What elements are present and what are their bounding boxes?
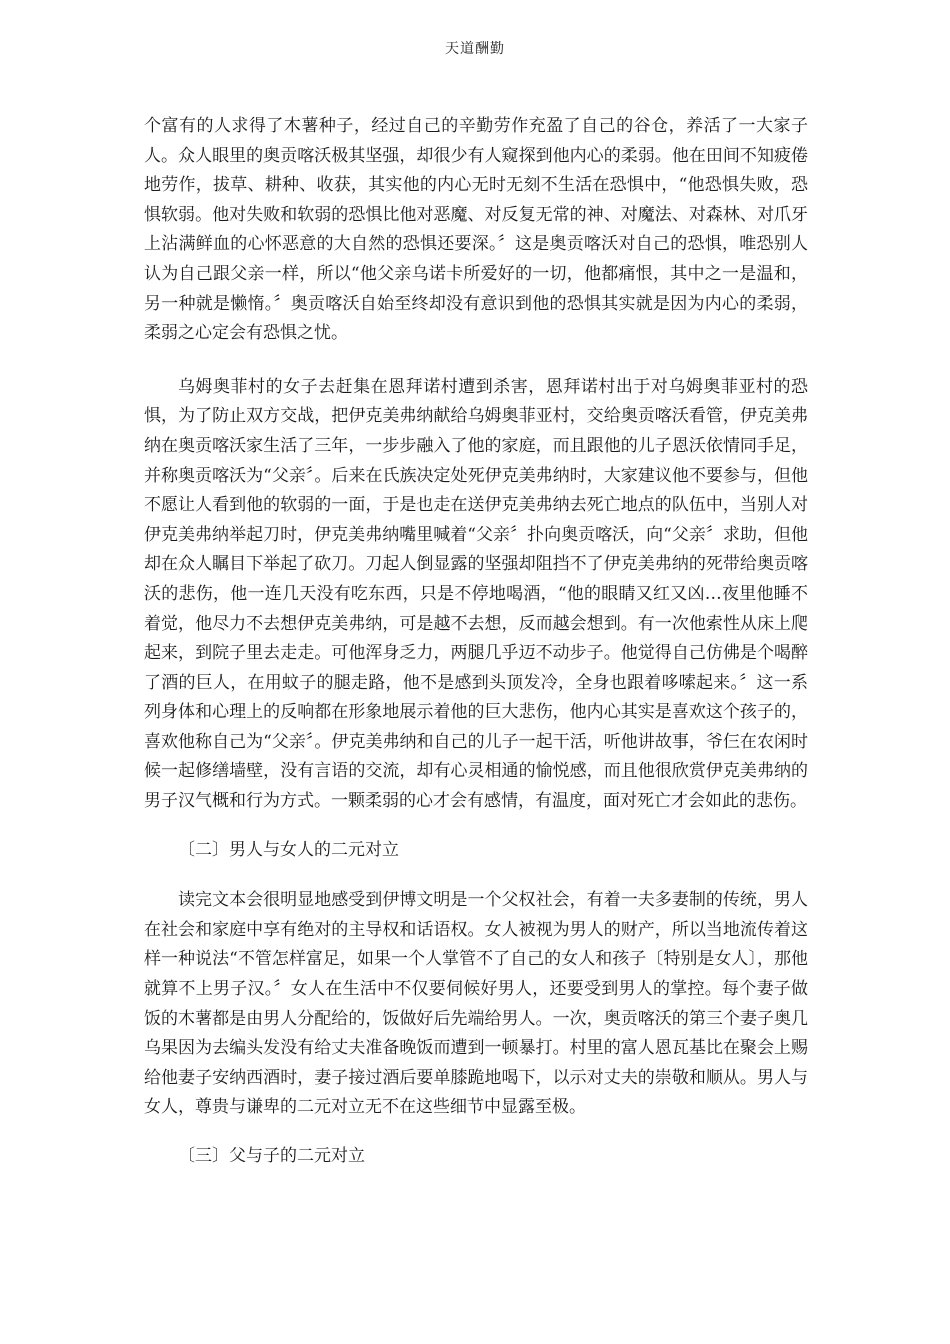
document-body xyxy=(144,112,808,1172)
paragraph-ikemefuna: 乌姆奥菲村的女子去赶集在恩拜诺村遭到杀害，恩拜诺村出于对乌姆奥菲亚村的恐惧，为了防止双方交战，把伊克美弗纳献给乌姆奥菲亚村，交给奥贡喀沃看管，伊克美弗纳在奥贡喀沃家生活了三年，一步步融入了他的家庭，而且跟他的儿子恩沃依情同手足，并称奥贡喀沃为“父亲〞。后来在氏族决定处死伊克美弗纳时，大家建议他不要参与，但他不愿让人看到他的软弱的一面，于是也走在送伊克美弗纳去死亡地点的队伍中，当别人对伊克美弗纳举起刀时，伊克美弗纳嘴里喊着“父亲〞扑向奥贡喀沃，向“父亲〞求助，但他却在众人瞩目下举起了砍刀。刀起人倒显露的坚强却阻挡不了伊克美弗纳的死带给奥贡喀沃的悲伤，他一连几天没有吃东西，只是不停地喝酒，“他的眼睛又红又凶…夜里他睡不着觉，他尽力不去想伊克美弗纳，可是越不去想，反而越会想到。有一次他索性从床上爬起来，到院子里去走走。可他浑身乏力，两腿几乎迈不动步子。他觉得自己仿佛是个喝醉了酒的巨人，在用蚊子的腿走路，他不是感到头顶发冷，全身也跟着哆嗦起来。〞这一系列身体和心理上的反响都在形象地展示着他的巨大悲伤，他内心其实是喜欢这个孩子的，喜欢他称自己为“父亲〞。伊克美弗纳和自己的儿子一起干活，听他讲故事，爷仨在农闲时候一起修缮墙壁，没有言语的交流，却有心灵相通的愉悦感，而且他很欣赏伊克美弗纳的男子汉气概和行为方式。一颗柔弱的心才会有感情，有温度，面对死亡才会如此的悲伤。 xyxy=(144,376,808,812)
paragraph-patriarchy: 读完文本会很明显地感受到伊博文明是一个父权社会，有着一夫多妻制的传统，男人在社会和家庭中享有绝对的主导权和话语权。女人被视为男人的财产，所以当地流传着这样一种说法“不管怎样富足，如果一个人掌管不了自己的女人和孩子〔特别是女人〕，那他就算不上男子汉。〞女人在生活中不仅要伺候好男人，还要受到男人的掌控。每个妻子做饭的木薯都是由男人分配给的，饭做好后先端给男人。一次，奥贡喀沃的第三个妻子奥几乌果因为去编头发没有给丈夫准备晚饭而遭到一顿暴打。村里的富人恩瓦基比在聚会上赐给他妻子安纳西酒时，妻子接过酒后要单膝跪地喝下，以示对丈夫的崇敬和顺从。男人与女人，尊贵与谦卑的二元对立无不在这些细节中显露至极。 xyxy=(144,890,808,1118)
section-heading-men-women: 〔二〕男人与女人的二元对立 xyxy=(178,839,399,860)
paragraph-okonkwo-fear: 个富有的人求得了木薯种子，经过自己的辛勤劳作充盈了自己的谷仓，养活了一大家子人。众人眼里的奥贡喀沃极其坚强，却很少有人窥探到他内心的柔弱。他在田间不知疲倦地劳作，拔草、耕种、收获，其实他的内心无时无刻不生活在恐惧中，“他恐惧失败，恐惧软弱。他对失败和软弱的恐惧比他对恶魔、对反复无常的神、对魔法、对森林、对爪牙上沾满鲜血的心怀恶意的大自然的恐惧还要深。〞这是奥贡喀沃对自己的恐惧，唯恐别人认为自己跟父亲一样，所以“他父亲乌诺卡所爱好的一切，他都痛恨，其中之一是温和，另一种就是懒惰。〞奥贡喀沃自始至终却没有意识到他的恐惧其实就是因为内心的柔弱，柔弱之心定会有恐惧之忧。 xyxy=(144,116,808,344)
page-header: 天道酬勤 xyxy=(445,41,505,57)
section-heading-father-son: 〔三〕父与子的二元对立 xyxy=(178,1146,365,1166)
